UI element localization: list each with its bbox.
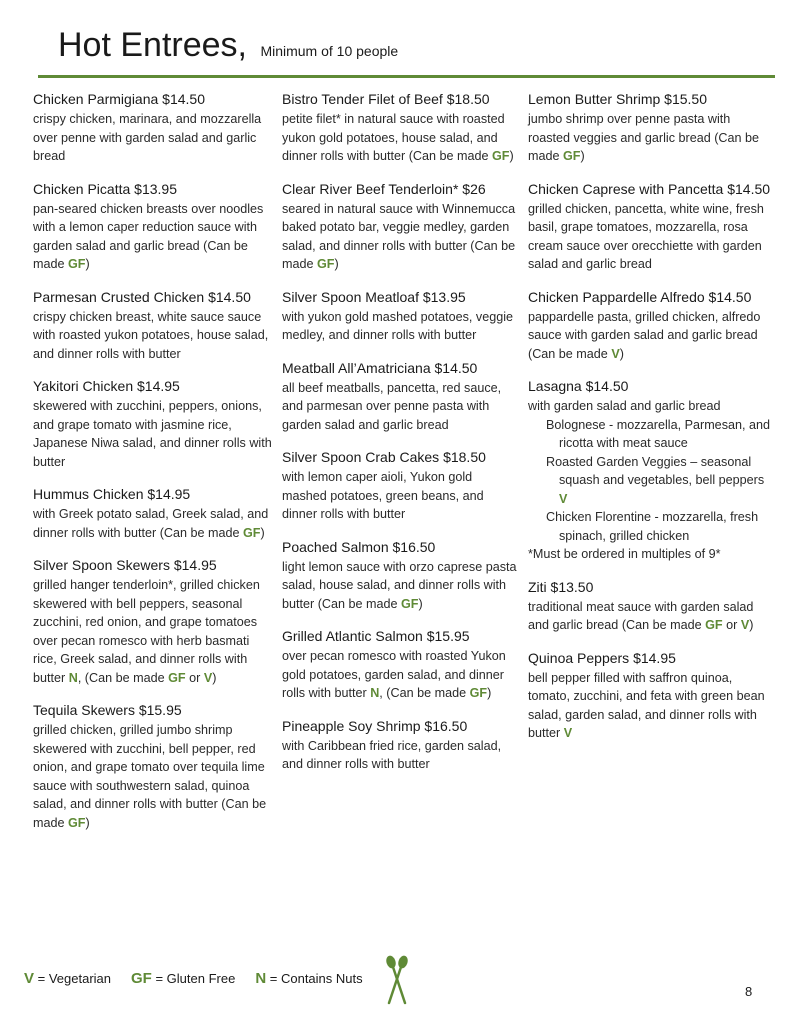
diet-tag: GF bbox=[317, 257, 335, 271]
desc-text: petite filet* in natural sauce with roasted yukon gold potatoes, house salad, and dinner rolls with butter (Can be made bbox=[282, 112, 505, 163]
desc-text: ) bbox=[85, 815, 90, 830]
desc-text: ) bbox=[260, 525, 265, 540]
desc-text: ) bbox=[212, 670, 217, 685]
legend-vegetarian-key: V bbox=[24, 970, 35, 987]
desc-text: ) bbox=[487, 686, 492, 700]
menu-item-name: Tequila Skewers $15.95 bbox=[33, 702, 182, 718]
menu-item-name: Yakitori Chicken $14.95 bbox=[33, 378, 180, 394]
menu-item-description bbox=[528, 669, 772, 743]
desc-text: ) bbox=[334, 257, 339, 271]
menu-item bbox=[33, 179, 275, 274]
diet-tag: GF bbox=[469, 686, 488, 700]
page-number: 8 bbox=[745, 984, 753, 999]
diet-tag: N bbox=[68, 670, 78, 685]
menu-item-description bbox=[282, 558, 520, 614]
desc-text: ) bbox=[85, 257, 90, 271]
menu-item bbox=[282, 179, 520, 274]
desc-text: over pecan romesco with roasted Yukon gold potatoes, garden salad, and dinner rolls with butter bbox=[282, 649, 506, 700]
menu-item-name: Chicken Picatta $13.95 bbox=[33, 180, 177, 197]
desc-text: grilled hanger tenderloin*, grilled chicken skewered with bell peppers, seasonal zucchini, red onion, and grape tomatoes over pecan romesco with herb basmati rice, Greek salad, and dinner rolls with butter bbox=[33, 578, 260, 685]
desc-text: light lemon sauce with orzo caprese pasta salad, house salad, and dinner rolls with butter (Can be made bbox=[282, 559, 517, 611]
desc-text: crispy chicken, marinara, and mozzarella over penne with garden salad and garlic bread bbox=[33, 112, 262, 163]
menu-column-3 bbox=[528, 89, 772, 756]
menu-item-description bbox=[33, 505, 275, 542]
menu-item-description bbox=[282, 379, 520, 435]
desc-text: pan-seared chicken breasts over noodles with a lemon caper reduction sauce with garden salad and garlic bread (Can be made bbox=[33, 201, 264, 271]
menu-item bbox=[33, 484, 275, 542]
menu-item-description bbox=[33, 721, 275, 832]
diet-tag: N bbox=[370, 686, 380, 700]
legend-gluten-free-key: GF bbox=[131, 970, 152, 987]
menu-item-description bbox=[528, 397, 772, 416]
diet-tag: GF bbox=[705, 618, 723, 632]
menu-item-option bbox=[528, 453, 772, 509]
menu-item-option bbox=[528, 416, 772, 453]
crossed-spoons-icon bbox=[385, 955, 409, 1010]
desc-text: Chicken Florentine - mozzarella, fresh spinach, grilled chicken bbox=[546, 510, 759, 543]
desc-text: ) bbox=[749, 618, 754, 632]
diet-tag: V bbox=[203, 670, 213, 685]
desc-text: ) bbox=[509, 149, 514, 163]
desc-text: traditional meat sauce with garden salad and garlic bread (Can be made bbox=[528, 599, 754, 632]
menu-item bbox=[282, 626, 520, 703]
desc-text: jumbo shrimp over penne pasta with roasted veggies and garlic bread (Can be made bbox=[528, 112, 760, 163]
menu-item bbox=[528, 648, 772, 743]
menu-item-name: Silver Spoon Skewers $14.95 bbox=[33, 557, 217, 573]
desc-text: , (Can be made bbox=[77, 670, 169, 685]
menu-item-description bbox=[282, 308, 520, 345]
menu-item-name: Chicken Caprese with Pancetta $14.50 bbox=[528, 180, 771, 197]
menu-item-description bbox=[528, 308, 772, 364]
menu-item-name: Poached Salmon $16.50 bbox=[282, 538, 436, 555]
menu-item-name: Clear River Beef Tenderloin* $26 bbox=[282, 180, 486, 197]
desc-text: with lemon caper aioli, Yukon gold mashed potatoes, green beans, and dinner rolls with butter bbox=[282, 470, 484, 521]
menu-item-name: Parmesan Crusted Chicken $14.50 bbox=[33, 288, 251, 305]
diet-tag: GF bbox=[492, 149, 510, 163]
diet-tag: GF bbox=[168, 670, 186, 685]
menu-item bbox=[528, 287, 772, 364]
menu-item-description bbox=[282, 110, 520, 166]
menu-item-description bbox=[282, 468, 520, 524]
desc-text: with yukon gold mashed potatoes, veggie medley, and dinner rolls with butter bbox=[282, 309, 514, 342]
page-title bbox=[58, 28, 398, 62]
diet-tag: V bbox=[611, 346, 620, 361]
menu-item-note: *Must be ordered in multiples of 9* bbox=[528, 547, 721, 561]
menu-item bbox=[528, 179, 772, 274]
menu-item-description bbox=[33, 308, 275, 364]
menu-item-name: Quinoa Peppers $14.95 bbox=[528, 649, 676, 666]
menu-item bbox=[33, 555, 275, 687]
menu-item bbox=[528, 577, 772, 635]
desc-text: grilled chicken, grilled jumbo shrimp skewered with zucchini, bell pepper, red onion, and grape tomato over tequila lime sauce with southwestern salad, quinoa salad, and dinner rolls with butter (Can be made bbox=[33, 723, 267, 830]
desc-text: Roasted Garden Veggies – seasonal squash and vegetables, bell peppers bbox=[546, 454, 765, 487]
menu-item-name: Hummus Chicken $14.95 bbox=[33, 486, 191, 502]
desc-text: Bolognese - mozzarella, Parmesan, and ricotta with meat sauce bbox=[546, 417, 771, 450]
diet-tag: GF bbox=[401, 596, 419, 611]
desc-text: skewered with zucchini, peppers, onions, and grape tomato with jasmine rice, Japanese Niwa salad, and dinner rolls with butter bbox=[33, 399, 272, 469]
desc-text: with garden salad and garlic bread bbox=[528, 399, 721, 413]
desc-text: or bbox=[185, 670, 204, 685]
legend-nuts-key: N bbox=[255, 970, 267, 987]
menu-item bbox=[282, 89, 520, 166]
desc-text: crispy chicken breast, white sauce sauce with roasted yukon potatoes, house salad, and dinner rolls with butter bbox=[33, 309, 269, 361]
menu-item-description bbox=[33, 200, 275, 274]
menu-item-description bbox=[282, 737, 520, 774]
menu-item bbox=[528, 376, 772, 564]
menu-item bbox=[282, 287, 520, 345]
menu-item-name: Bistro Tender Filet of Beef $18.50 bbox=[282, 91, 490, 107]
diet-tag: V bbox=[563, 726, 573, 740]
desc-text: seared in natural sauce with Winnemucca baked potato bar, veggie medley, garden salad, and dinner rolls with butter (Can be made bbox=[282, 201, 516, 271]
menu-column-2 bbox=[282, 89, 520, 787]
menu-item bbox=[282, 716, 520, 774]
menu-item bbox=[282, 358, 520, 435]
menu-item-description bbox=[282, 647, 520, 703]
menu-item bbox=[33, 700, 275, 832]
desc-text: bell pepper filled with saffron quinoa, tomato, zucchini, and feta with green bean salad, garden salad, and dinner rolls with butter bbox=[528, 670, 765, 740]
menu-item-name: Ziti $13.50 bbox=[528, 578, 594, 595]
menu-item-description bbox=[528, 200, 772, 274]
diet-tag: GF bbox=[243, 525, 261, 540]
menu-item-description bbox=[282, 200, 520, 274]
menu-item bbox=[33, 89, 275, 166]
desc-text: ) bbox=[418, 596, 423, 611]
menu-item-name: Silver Spoon Meatloaf $13.95 bbox=[282, 288, 466, 305]
desc-text: all beef meatballs, pancetta, red sauce, and parmesan over penne pasta with garden salad and garlic bread bbox=[282, 380, 502, 432]
diet-tag: V bbox=[740, 618, 750, 632]
menu-item-name: Meatball All’Amatriciana $14.50 bbox=[282, 359, 478, 376]
menu-item-description bbox=[33, 110, 275, 166]
desc-text: pappardelle pasta, grilled chicken, alfredo sauce with garden salad and garlic bread (Can be made bbox=[528, 309, 761, 361]
menu-item-description bbox=[33, 397, 275, 471]
legend-gluten-free-label: = Gluten Free bbox=[151, 971, 236, 986]
menu-item-name: Chicken Pappardelle Alfredo $14.50 bbox=[528, 288, 752, 305]
diet-legend bbox=[24, 970, 363, 987]
diet-tag: V bbox=[559, 491, 568, 506]
menu-item bbox=[33, 287, 275, 364]
desc-text: , (Can be made bbox=[379, 686, 470, 700]
title-subtitle: Minimum of 10 people bbox=[260, 43, 399, 59]
diet-tag: GF bbox=[563, 149, 581, 163]
menu-item bbox=[33, 376, 275, 471]
desc-text: or bbox=[722, 618, 741, 632]
menu-item-description bbox=[528, 110, 772, 166]
menu-item bbox=[282, 537, 520, 614]
legend-vegetarian-label: = Vegetarian bbox=[34, 971, 111, 986]
menu-item bbox=[282, 447, 520, 524]
menu-item-name: Silver Spoon Crab Cakes $18.50 bbox=[282, 449, 486, 465]
header-divider bbox=[38, 75, 775, 78]
menu-column-1 bbox=[33, 89, 275, 845]
desc-text: grilled chicken, pancetta, white wine, fresh basil, grape tomatoes, mozzarella, rosa cream sauce over orecchiette with garden salad and garlic bread bbox=[528, 201, 764, 271]
desc-text: ) bbox=[619, 346, 624, 361]
menu-item-description bbox=[33, 576, 275, 687]
menu-item-name: Grilled Atlantic Salmon $15.95 bbox=[282, 628, 470, 644]
desc-text: ) bbox=[580, 149, 585, 163]
menu-item-description bbox=[528, 598, 772, 635]
legend-nuts-label: = Contains Nuts bbox=[266, 971, 363, 986]
menu-item bbox=[528, 89, 772, 166]
desc-text: with Greek potato salad, Greek salad, and dinner rolls with butter (Can be made bbox=[33, 507, 269, 540]
menu-item-option bbox=[528, 508, 772, 545]
diet-tag: GF bbox=[68, 815, 86, 830]
menu-item-name: Pineapple Soy Shrimp $16.50 bbox=[282, 717, 468, 734]
menu-item-name: Chicken Parmigiana $14.50 bbox=[33, 91, 205, 107]
diet-tag: GF bbox=[68, 257, 86, 271]
menu-item-name: Lasagna $14.50 bbox=[528, 378, 629, 394]
desc-text: with Caribbean fried rice, garden salad, and dinner rolls with butter bbox=[282, 738, 502, 771]
title-main: Hot Entrees, bbox=[58, 26, 247, 64]
menu-item-name: Lemon Butter Shrimp $15.50 bbox=[528, 91, 707, 107]
